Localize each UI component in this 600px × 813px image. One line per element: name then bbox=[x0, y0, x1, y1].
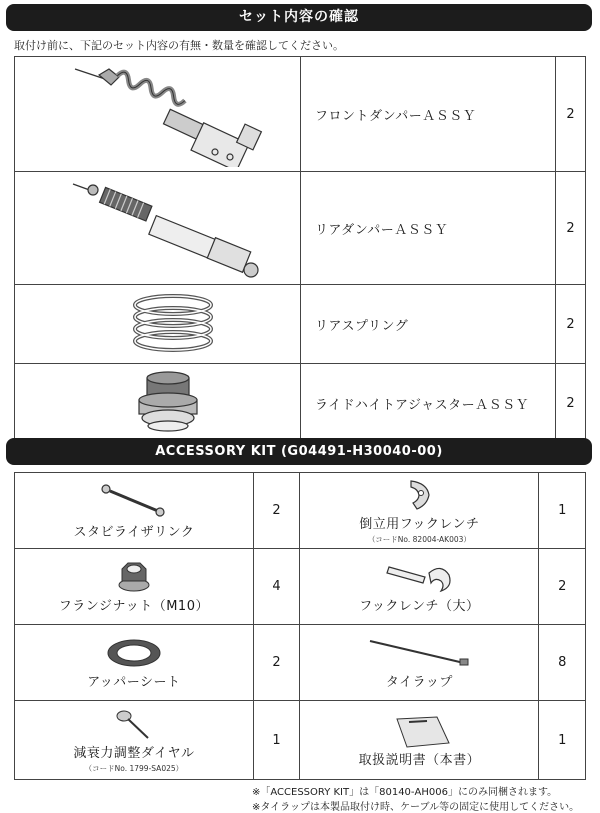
accessory-name: スタビライザリンク bbox=[73, 525, 195, 540]
accessory-qty: 2 bbox=[539, 549, 586, 625]
accessory-item bbox=[300, 473, 539, 549]
accessory-item bbox=[300, 549, 539, 625]
accessory-name: アッパーシート bbox=[87, 675, 181, 690]
item-name: フロントダンパーＡＳＳＹ bbox=[301, 57, 556, 172]
accessory-item bbox=[300, 625, 539, 701]
item-qty: 2 bbox=[556, 172, 586, 285]
item-qty: 2 bbox=[556, 285, 586, 364]
inverted-hook-wrench-icon bbox=[399, 477, 439, 513]
item-name: リアスプリング bbox=[301, 285, 556, 364]
section-title-bar bbox=[6, 4, 592, 31]
section-title: セット内容の確認 bbox=[239, 9, 359, 25]
accessory-name: 減衰力調整ダイヤル bbox=[73, 746, 195, 761]
item-image-cell bbox=[15, 364, 301, 443]
accessory-name: 倒立用フックレンチ bbox=[359, 516, 480, 532]
rear-spring-icon bbox=[15, 285, 300, 359]
item-image-cell bbox=[15, 172, 301, 285]
accessory-item bbox=[15, 473, 254, 549]
flange-nut-icon bbox=[114, 559, 154, 595]
accessory-code: （コードNo. 1799-SA025） bbox=[84, 764, 184, 773]
cable-tie-icon bbox=[364, 635, 474, 671]
accessory-qty: 1 bbox=[539, 473, 586, 549]
table-row bbox=[15, 549, 586, 625]
accessory-item bbox=[15, 701, 254, 780]
accessory-code: （コードNo. 82004-AK003） bbox=[367, 534, 471, 544]
manual-icon bbox=[379, 713, 459, 749]
table-row bbox=[15, 285, 586, 364]
accessory-name: フックレンチ（大） bbox=[359, 599, 480, 614]
accessory-kit-title-bar bbox=[6, 438, 592, 465]
item-name: リアダンパーＡＳＳＹ bbox=[301, 172, 556, 285]
item-image-cell bbox=[15, 57, 301, 172]
accessory-qty: 8 bbox=[539, 625, 586, 701]
upper-seat-icon bbox=[94, 635, 174, 671]
item-qty: 2 bbox=[556, 57, 586, 172]
accessory-name: フランジナット（M10） bbox=[58, 599, 209, 614]
intro-text: 取付け前に、下記のセット内容の有無・数量を確認してください。 bbox=[14, 39, 344, 52]
table-row bbox=[15, 701, 586, 780]
accessory-qty: 4 bbox=[253, 549, 299, 625]
table-row bbox=[15, 473, 586, 549]
footnote: ※「ACCESSORY KIT」は「80140-AH006」にのみ同梱されます。 bbox=[252, 787, 558, 798]
item-image-cell bbox=[15, 285, 301, 364]
table-row bbox=[15, 625, 586, 701]
damping-dial-icon bbox=[94, 706, 174, 742]
table-row bbox=[15, 57, 586, 172]
accessory-item bbox=[300, 701, 539, 780]
table-row bbox=[15, 172, 586, 285]
accessory-name: 取扱説明書（本書） bbox=[358, 752, 481, 768]
accessory-qty: 2 bbox=[253, 625, 299, 701]
hook-wrench-icon bbox=[379, 559, 459, 595]
accessory-name: タイラップ bbox=[385, 675, 453, 690]
accessory-qty: 2 bbox=[253, 473, 299, 549]
accessory-item bbox=[15, 625, 254, 701]
accessory-kit-title: ACCESSORY KIT (G04491-H30040-00) bbox=[155, 444, 443, 459]
set-contents-table bbox=[14, 56, 586, 443]
front-damper-icon bbox=[15, 57, 300, 167]
accessory-qty: 1 bbox=[253, 701, 299, 780]
accessory-item bbox=[15, 549, 254, 625]
footnote: ※タイラップは本製品取付け時、ケーブル等の固定に使用してください。 bbox=[252, 802, 580, 813]
table-row bbox=[15, 364, 586, 443]
item-qty: 2 bbox=[556, 364, 586, 443]
stabilizer-link-icon bbox=[94, 481, 174, 521]
rear-damper-icon bbox=[15, 172, 300, 280]
accessory-qty: 1 bbox=[539, 701, 586, 780]
accessory-kit-table bbox=[14, 472, 586, 780]
ride-height-adjuster-icon bbox=[15, 364, 300, 438]
item-name: ライドハイトアジャスターＡＳＳＹ bbox=[301, 364, 556, 443]
